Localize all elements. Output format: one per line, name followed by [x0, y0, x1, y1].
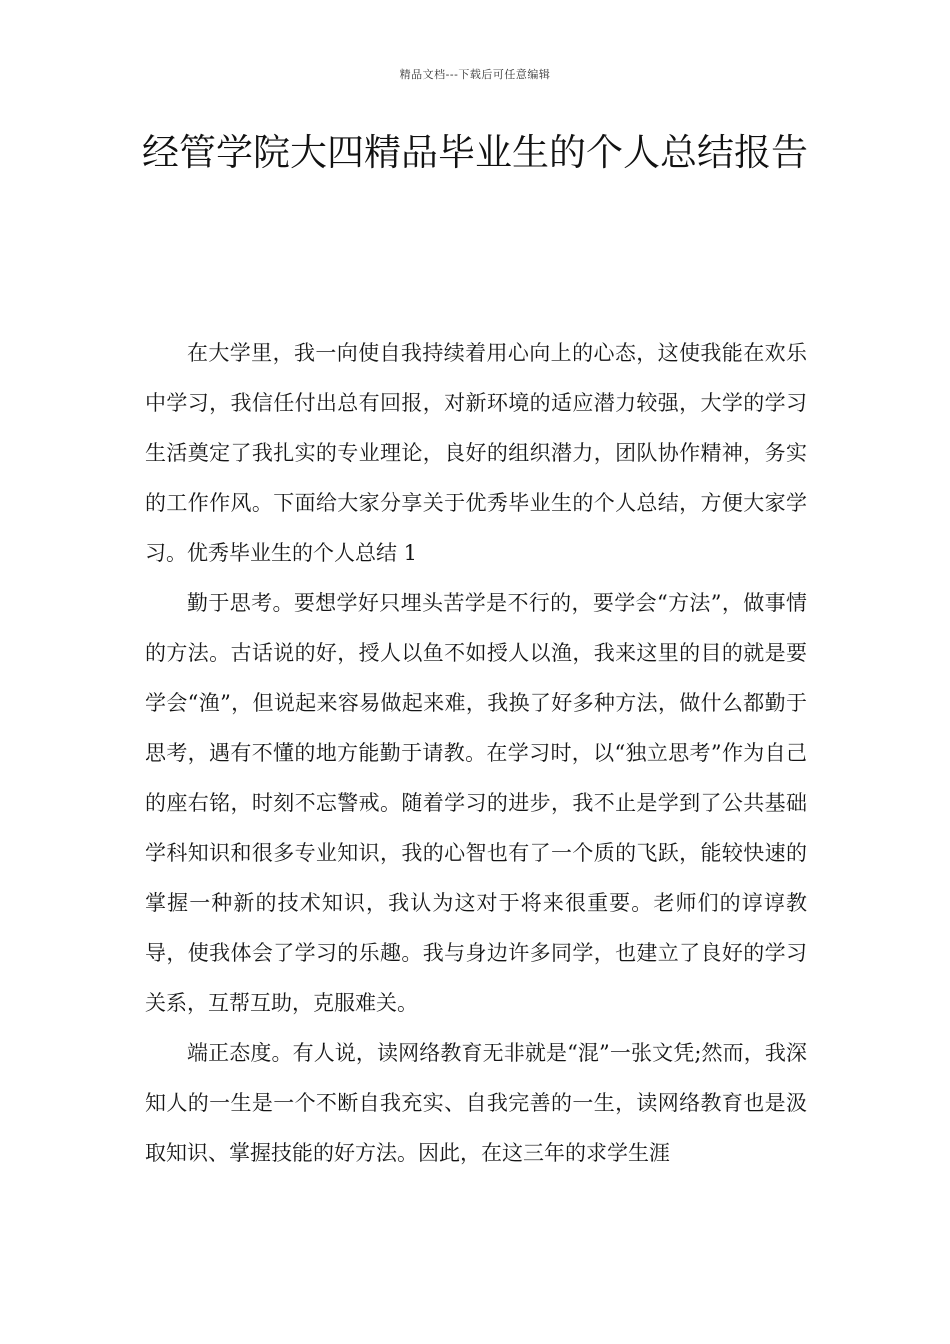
document-title: 经管学院大四精品毕业生的个人总结报告 [142, 131, 808, 174]
body-paragraph: 勤于思考。要想学好只埋头苦学是不行的，要学会“方法”，做事情的方法。古话说的好，授人以鱼不如授人以渔，我来这里的目的就是要学会“渔”，但说起来容易做起来难，我换了好多种方法，做什么都勤于思考，遇有不懂的地方能勤于请教。在学习时，以“独立思考”作为自己的座右铭，时刻不忘警戒。随着学习的进步，我不止是学到了公共基础学科知识和很多专业知识，我的心智也有了一个质的飞跃，能较快速的掌握一种新的技术知识，我认为这对于将来很重要。老师们的谆谆教导，使我体会了学习的乐趣。我与身边许多同学，也建立了良好的学习关系，互帮互助，克服难关。 [145, 591, 807, 1015]
document-body [145, 328, 807, 1178]
header-note: 精品文档---下载后可任意编辑 [399, 68, 551, 81]
body-paragraph: 在大学里，我一向使自我持续着用心向上的心态，这使我能在欢乐中学习，我信任付出总有回报，对新环境的适应潜力较强，大学的学习生活奠定了我扎实的专业理论，良好的组织潜力，团队协作精神，务实的工作作风。下面给大家分享关于优秀毕业生的个人总结，方便大家学习。优秀毕业生的个人总结 1 [145, 341, 807, 565]
body-paragraph: 端正态度。有人说，读网络教育无非就是“混”一张文凭;然而，我深知人的一生是一个不断自我充实、自我完善的一生，读网络教育也是汲取知识、掌握技能的好方法。因此，在这三年的求学生涯 [145, 1041, 807, 1165]
